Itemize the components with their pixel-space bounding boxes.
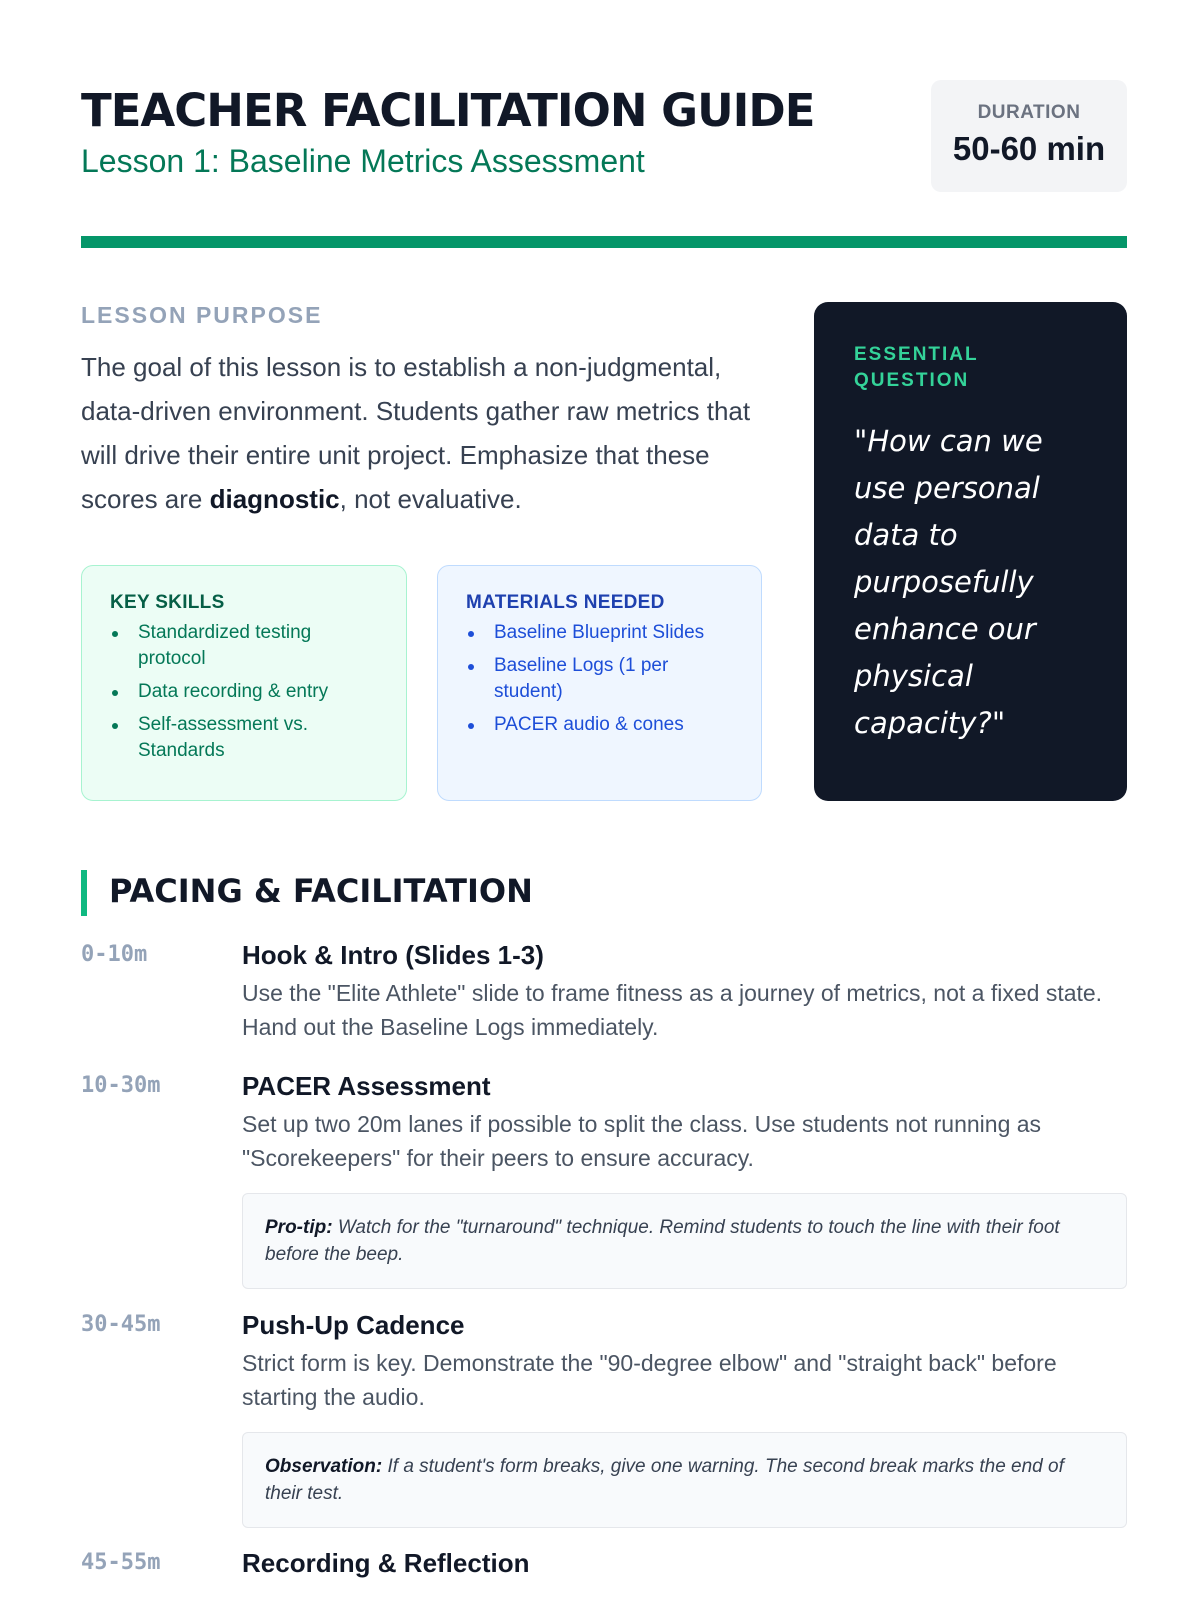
list-item-text: PACER audio & cones (494, 714, 684, 735)
list-item-text: Baseline Blueprint Slides (494, 622, 705, 643)
tip-text: If a student's form breaks, give one warning. The second break marks the end of their test. (265, 1456, 1064, 1504)
step-body (242, 1069, 1127, 1289)
list-item (466, 712, 733, 738)
step-time: 10-30m (81, 1073, 161, 1098)
list-item (466, 653, 733, 705)
bullet-icon (112, 690, 118, 696)
step-description: Strict form is key. Demonstrate the "90-degree elbow" and "straight back" before starting the audio. (242, 1350, 1057, 1410)
duration-label: DURATION (977, 102, 1081, 123)
list-item-text: Baseline Logs (1 per student) (494, 655, 669, 702)
header-divider (81, 236, 1127, 248)
step-time: 45-55m (81, 1550, 161, 1575)
essential-question-quote: "How can we use personal data to purposefully enhance our physical capacity?" (854, 424, 1043, 740)
step-title: Push-Up Cadence (242, 1310, 465, 1340)
materials-list (466, 620, 733, 738)
observation-callout (242, 1432, 1127, 1528)
key-skills-list (110, 620, 378, 764)
purpose-text-end: , not evaluative. (339, 484, 522, 514)
materials-card (437, 565, 762, 801)
purpose-text-start: The goal of this lesson is to establish a non-judgmental, data-driven environment. Students gather raw metrics that will drive their entire unit project. Emphasize that these scores are (81, 352, 751, 514)
step-description: Use the "Elite Athlete" slide to frame fitness as a journey of metrics, not a fixed state. Hand out the Baseline Logs immediately. (242, 980, 1103, 1040)
list-item-text: Standardized testing protocol (138, 622, 312, 669)
lesson-purpose-label: LESSON PURPOSE (81, 302, 323, 328)
step-title: Recording & Reflection (242, 1548, 530, 1578)
step-description: Set up two 20m lanes if possible to split the class. Use students not running as "Scorekeepers" for their peers to ensure accuracy. (242, 1111, 1042, 1171)
step-title: Hook & Intro (Slides 1-3) (242, 940, 544, 970)
list-item (110, 620, 378, 672)
duration-badge (931, 80, 1127, 192)
list-item-text: Self-assessment vs. Standards (138, 714, 308, 761)
bullet-icon (468, 723, 474, 729)
step-body (242, 1308, 1127, 1528)
step-time: 0-10m (81, 942, 148, 967)
tip-text: Watch for the "turnaround" technique. Remind students to touch the line with their foot before the beep. (265, 1217, 1060, 1265)
list-item-text: Data recording & entry (138, 681, 329, 702)
list-item (466, 620, 733, 646)
page-title: TEACHER FACILITATION GUIDE (81, 84, 815, 137)
materials-title: MATERIALS NEEDED (466, 592, 665, 613)
step-time: 30-45m (81, 1312, 161, 1337)
essential-question-card (814, 302, 1127, 801)
bullet-icon (112, 631, 118, 637)
pro-tip-callout (242, 1193, 1127, 1289)
duration-value: 50-60 min (952, 130, 1106, 167)
tip-label: Pro-tip: (265, 1217, 333, 1238)
list-item (110, 679, 378, 705)
step-body (242, 938, 1127, 1044)
key-skills-card (81, 565, 407, 801)
bullet-icon (112, 723, 118, 729)
key-skills-title: KEY SKILLS (110, 592, 225, 613)
purpose-text-emphasis: diagnostic (209, 484, 340, 514)
lesson-purpose-text (81, 345, 761, 521)
bullet-icon (468, 664, 474, 670)
lesson-subtitle: Lesson 1: Baseline Metrics Assessment (81, 143, 645, 179)
essential-question-label: ESSENTIAL QUESTION (854, 344, 979, 391)
header (81, 80, 1127, 192)
bullet-icon (468, 631, 474, 637)
step-body (242, 1546, 1127, 1580)
pacing-title: PACING & FACILITATION (109, 872, 533, 910)
list-item (110, 712, 378, 764)
step-title: PACER Assessment (242, 1071, 491, 1101)
tip-label: Observation: (265, 1456, 383, 1477)
section-accent-bar (81, 870, 87, 916)
